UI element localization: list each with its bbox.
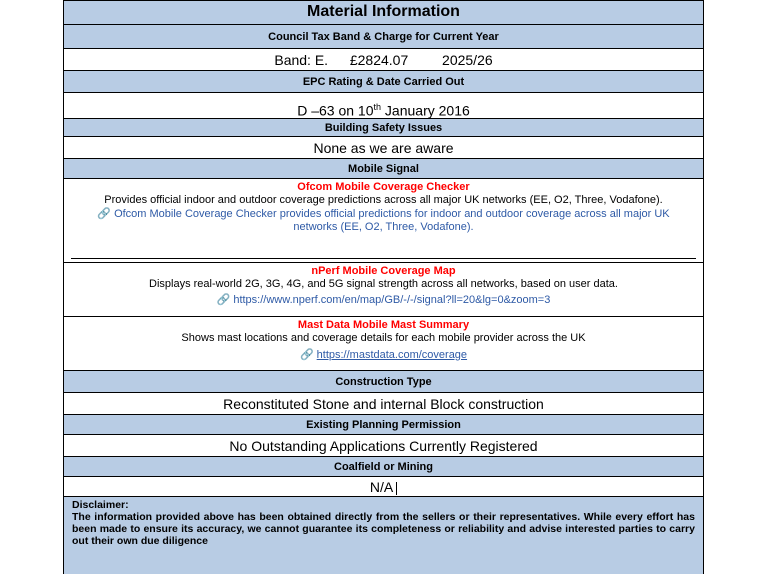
mast-title: Mast Data Mobile Mast Summary xyxy=(297,319,470,331)
paperclip-link-icon: 🔗 xyxy=(97,208,112,220)
ofcom-title: Ofcom Mobile Coverage Checker xyxy=(297,181,470,193)
council-tax-heading: Council Tax Band & Charge for Current Year xyxy=(64,25,703,49)
nperf-link[interactable]: 🔗 https://www.nperf.com/en/map/GB/-/-/signal?ll=20&lg=0&zoom=3 xyxy=(216,294,551,306)
disclaimer-heading: Disclaimer: xyxy=(72,499,129,511)
mast-description: Shows mast locations and coverage details for each mobile provider across the UK xyxy=(181,332,586,344)
text-cursor xyxy=(396,482,397,495)
nperf-title: nPerf Mobile Coverage Map xyxy=(311,265,456,277)
coalfield-heading: Coalfield or Mining xyxy=(64,457,703,477)
ofcom-section xyxy=(64,179,703,263)
ofcom-link[interactable]: 🔗 Ofcom Mobile Coverage Checker provides official predictions for indoor and outdoor coverage across all major UK networks (EE, O2, Three, Vodafone). xyxy=(97,208,670,233)
mobile-signal-heading: Mobile Signal xyxy=(64,159,703,179)
council-tax-charge: £2824.07 xyxy=(349,52,409,68)
epc-heading: EPC Rating & Date Carried Out xyxy=(64,71,703,93)
construction-value: Reconstituted Stone and internal Block construction xyxy=(64,393,703,415)
mast-link[interactable]: 🔗 https://mastdata.com/coverage xyxy=(299,349,468,361)
planning-heading: Existing Planning Permission xyxy=(64,415,703,435)
page-title: Material Information xyxy=(64,1,703,25)
section-divider xyxy=(71,258,696,259)
mast-section xyxy=(64,317,703,371)
building-safety-heading: Building Safety Issues xyxy=(64,119,703,137)
planning-value: No Outstanding Applications Currently Registered xyxy=(64,435,703,457)
council-tax-band: Band: E. xyxy=(274,52,329,68)
disclaimer-text: The information provided above has been obtained directly from the sellers or their representatives. While every effort has been made to ensure its accuracy, we cannot guarantee its completeness or reliability and advise interested parties to carry out their own due diligence xyxy=(72,511,695,547)
material-information-table xyxy=(63,0,704,574)
council-tax-year: 2025/26 xyxy=(442,52,493,68)
disclaimer xyxy=(64,497,703,574)
construction-heading: Construction Type xyxy=(64,371,703,393)
building-safety-value: None as we are aware xyxy=(64,137,703,159)
coalfield-value: N/A xyxy=(64,477,703,497)
ofcom-description: Provides official indoor and outdoor coverage predictions across all major UK networks (EE, O2, Three, Vodafone). xyxy=(104,194,663,206)
paperclip-link-icon: 🔗 xyxy=(216,294,231,306)
nperf-section xyxy=(64,263,703,317)
nperf-description: Displays real-world 2G, 3G, 4G, and 5G signal strength across all networks, based on user data. xyxy=(149,278,618,290)
epc-value: D –63 on 10th January 2016 xyxy=(64,93,703,119)
paperclip-link-icon: 🔗 xyxy=(299,349,314,361)
council-tax-value xyxy=(64,49,703,71)
